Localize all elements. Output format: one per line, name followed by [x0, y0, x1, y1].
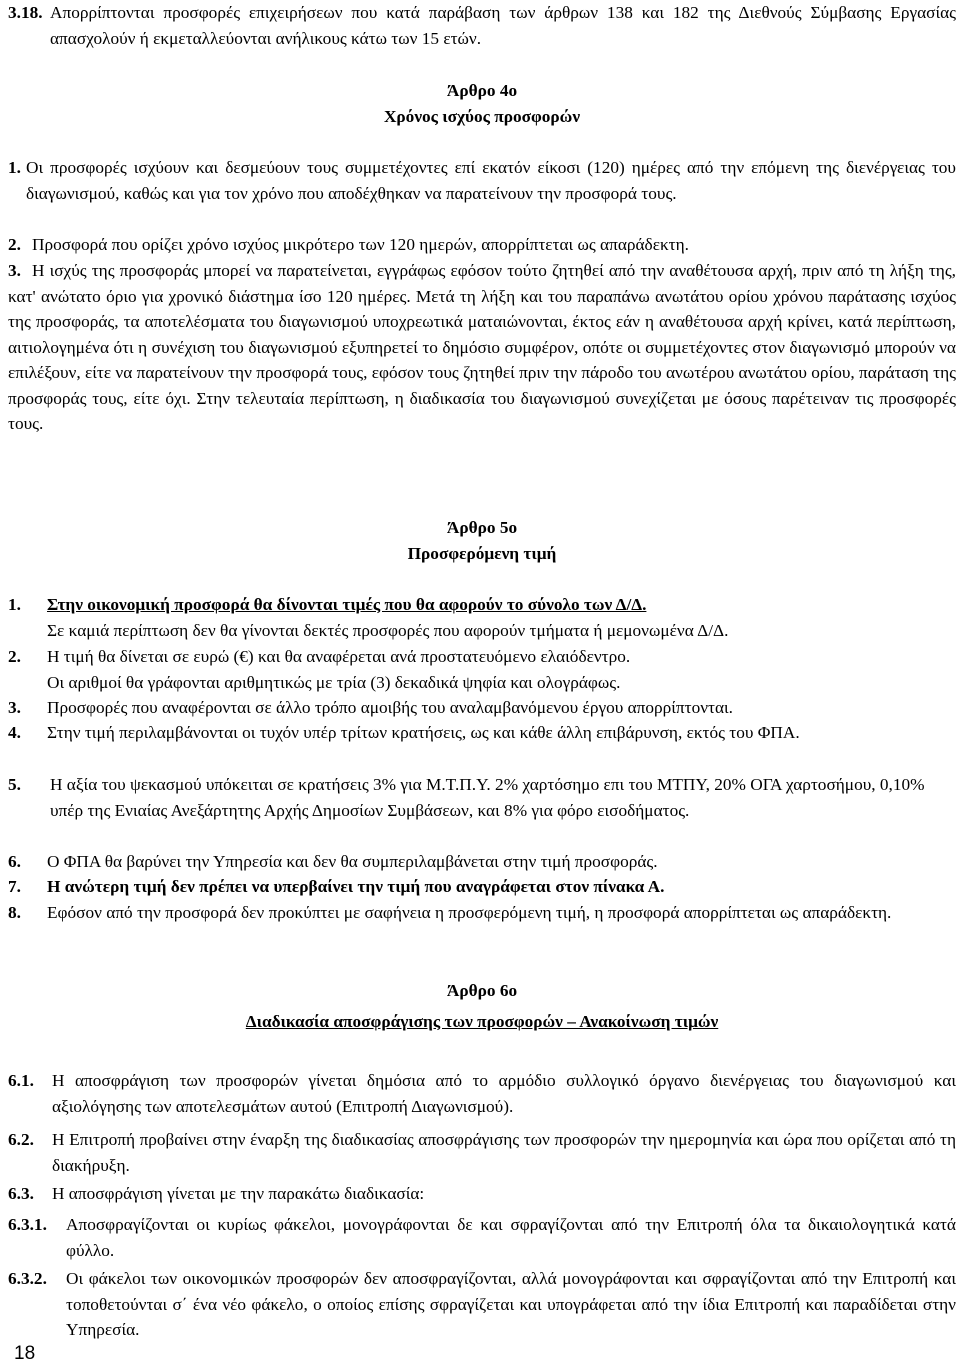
- item-number: 1.: [8, 158, 21, 177]
- item-number: 2.: [8, 647, 21, 666]
- article-5-item-2: [8, 644, 956, 695]
- article-6-title: Διαδικασία αποσφράγισης των προσφορών – Ανακοίνωση τιμών: [245, 1012, 719, 1031]
- item-text: Στην οικονομική προσφορά θα δίνονται τιμές που θα αφορούν το σύνολο των Δ/Δ.: [47, 595, 647, 614]
- article-6-item-6-1: [8, 1068, 956, 1119]
- article-5-item-7: [8, 874, 956, 900]
- item-number: 6.3.: [8, 1184, 34, 1203]
- article-6-item-6-3: [8, 1181, 956, 1207]
- item-text: Οι φάκελοι των οικονομικών προσφορών δεν αποσφραγίζονται, αλλά μονογράφονται και σφραγίζονται από την Επιτροπή και τοποθετούνται σ΄ ένα νέο φάκελο, ο οποίος επίσης σφραγίζεται και υπογράφεται από την ίδια Επιτροπή και παραδίδεται στην Υπηρεσία.: [66, 1269, 956, 1339]
- item-number: 3.: [8, 261, 21, 280]
- item-number: 3.: [8, 698, 21, 717]
- article-5-title: Προσφερόμενη τιμή: [407, 544, 557, 563]
- item-extra-text: Οι αριθμοί θα γράφονται αριθμητικώς με τρία (3) δεκαδικά ψηφία και ολογράφως.: [47, 672, 621, 692]
- item-text: Η αποσφράγιση των προσφορών γίνεται δημόσια από το αρμόδιο συλλογικό όργανο διενέργειας του διαγωνισμού και αξιολόγησης των αποτελεσμάτων αυτού (Επιτροπή Διαγωνισμού).: [52, 1071, 956, 1116]
- article-5-item-8: [8, 900, 956, 926]
- item-number: 6.3.2.: [8, 1269, 47, 1288]
- article-5-item-3: [8, 695, 956, 721]
- article-4-heading: Άρθρο 4ο: [446, 81, 518, 100]
- article-4-item-1: [8, 155, 956, 206]
- article-4-title: Χρόνος ισχύος προσφορών: [383, 107, 581, 126]
- item-number: 6.3.1.: [8, 1215, 47, 1234]
- item-number: 6.1.: [8, 1071, 34, 1090]
- item-number: 6.2.: [8, 1130, 34, 1149]
- item-text: Προσφορές που αναφέρονται σε άλλο τρόπο αμοιβής του αναλαμβανόμενου έργου απορρίπτονται.: [47, 698, 734, 717]
- item-text: Αποσφραγίζονται οι κυρίως φάκελοι, μονογράφονται δε και σφραγίζονται από την Επιτροπή όλα τα δικαιολογητικά κατά φύλλο.: [66, 1215, 956, 1260]
- item-number: 1.: [8, 595, 21, 614]
- item-text: Εφόσον από την προσφορά δεν προκύπτει με σαφήνεια η προσφερόμενη τιμή, η προσφορά απορρίπτεται ως απαράδεκτη.: [47, 903, 892, 922]
- item-text: Ο ΦΠΑ θα βαρύνει την Υπηρεσία και δεν θα συμπεριλαμβάνεται στην τιμή προσφοράς.: [47, 852, 658, 871]
- item-extra-text: Σε καμιά περίπτωση δεν θα γίνονται δεκτές προσφορές που αφορούν τμήματα ή μεμονωμένα Δ/Δ.: [47, 620, 729, 640]
- article-6-item-6-3-1: [8, 1212, 956, 1263]
- article-4-item-3: [8, 258, 956, 437]
- article-6-item-6-3-2: [8, 1266, 956, 1343]
- item-text: Η αξία του ψεκασμού υπόκειται σε κρατήσεις 3% για Μ.Τ.Π.Υ. 2% χαρτόσημο επι του ΜΤΠΥ, 20% ΟΓΑ χαρτοσήμου, 0,10% υπέρ της Ενιαίας Ανεξάρτητης Αρχής Δημοσίων Συμβάσεων, και 8% για φόρο εισοδήματος.: [50, 775, 925, 820]
- item-number: 6.: [8, 852, 21, 871]
- item-number: 2.: [8, 235, 21, 254]
- item-number: 7.: [8, 877, 21, 896]
- item-number: 8.: [8, 903, 21, 922]
- item-text: Η αποσφράγιση γίνεται με την παρακάτω διαδικασία:: [52, 1184, 425, 1203]
- item-text: Προσφορά που ορίζει χρόνο ισχύος μικρότερο των 120 ημερών, απορρίπτεται ως απαράδεκτη.: [32, 235, 689, 254]
- article-5-heading: Άρθρο 5ο: [446, 518, 518, 537]
- item-text: Η τιμή θα δίνεται σε ευρώ (€) και θα αναφέρεται ανά προστατευόμενο ελαιόδεντρο.: [47, 647, 631, 666]
- article-5-item-6: [8, 849, 956, 875]
- item-text: Στην τιμή περιλαμβάνονται οι τυχόν υπέρ τρίτων κρατήσεις, ως και κάθε άλλη επιβάρυνση, εκτός του ΦΠΑ.: [47, 723, 800, 742]
- article-4-item-2: [8, 232, 956, 258]
- article-6-item-6-2: [8, 1127, 956, 1178]
- article-5-item-4: [8, 720, 956, 746]
- clause-text: Απορρίπτονται προσφορές επιχειρήσεων που κατά παράβαση των άρθρων 138 και 182 της Διεθνούς Σύμβασης Εργασίας απασχολούν ή εκμεταλλεύονται ανήλικους κάτω των 15 ετών.: [50, 3, 956, 48]
- item-number: 4.: [8, 723, 21, 742]
- page-number: 18: [14, 1343, 36, 1364]
- clause-number: 3.18.: [8, 3, 43, 22]
- item-number: 5.: [8, 775, 21, 794]
- article-5-item-5: [8, 772, 956, 823]
- clause-3-18: [8, 0, 956, 51]
- item-text: Η ισχύς της προσφοράς μπορεί να παρατείνεται, εγγράφως εφόσον τούτο ζητηθεί από την αναθέτουσα αρχή, πριν από τη λήξη της, κατ' ανώτατο όριο για χρονικό διάστημα ίσο 120 ημέρες. Μετά τη λήξη και του παραπάνω ανωτάτου ορίου χρόνου παράτασης ισχύος της προσφοράς, τα αποτελέσματα του διαγωνισμού υποχρεωτικά ματαιώνονται, έκτος εάν η αναθέτουσα αρχή κρίνει, κατά περίπτωση, αιτιολογημένα ότι η συνέχιση του διαγωνισμού εξυπηρετεί το δημόσιο συμφέρον, οπότε οι συμμετέχοντες στον διαγωνισμό μπορούν να επιλέξουν, είτε να παρατείνουν την προσφορά τους, εφόσον τους ζητηθεί πριν την πάροδο του ανωτέρου ανωτάτου ορίου, παράταση της προσφοράς τους, είτε όχι. Στην τελευταία περίπτωση, η διαδικασία του διαγωνισμού συνεχίζεται με όσους παρέτειναν τις προσφορές τους.: [8, 261, 956, 433]
- item-text: Οι προσφορές ισχύουν και δεσμεύουν τους συμμετέχοντες επί εκατόν είκοσι (120) ημέρες από την επόμενη της διενέργειας του διαγωνισμού, καθώς και για τον χρόνο που αποδέχθηκαν να παρατείνουν την προσφορά τους.: [26, 158, 956, 203]
- item-text: Η ανώτερη τιμή δεν πρέπει να υπερβαίνει την τιμή που αναγράφεται στον πίνακα Α.: [47, 877, 665, 896]
- item-text: Η Επιτροπή προβαίνει στην έναρξη της διαδικασίας αποσφράγισης των προσφορών την ημερομηνία και ώρα που ορίζεται από τη διακήρυξη.: [52, 1130, 956, 1175]
- article-5-item-1: [8, 592, 956, 643]
- article-6-heading: Άρθρο 6ο: [446, 981, 518, 1000]
